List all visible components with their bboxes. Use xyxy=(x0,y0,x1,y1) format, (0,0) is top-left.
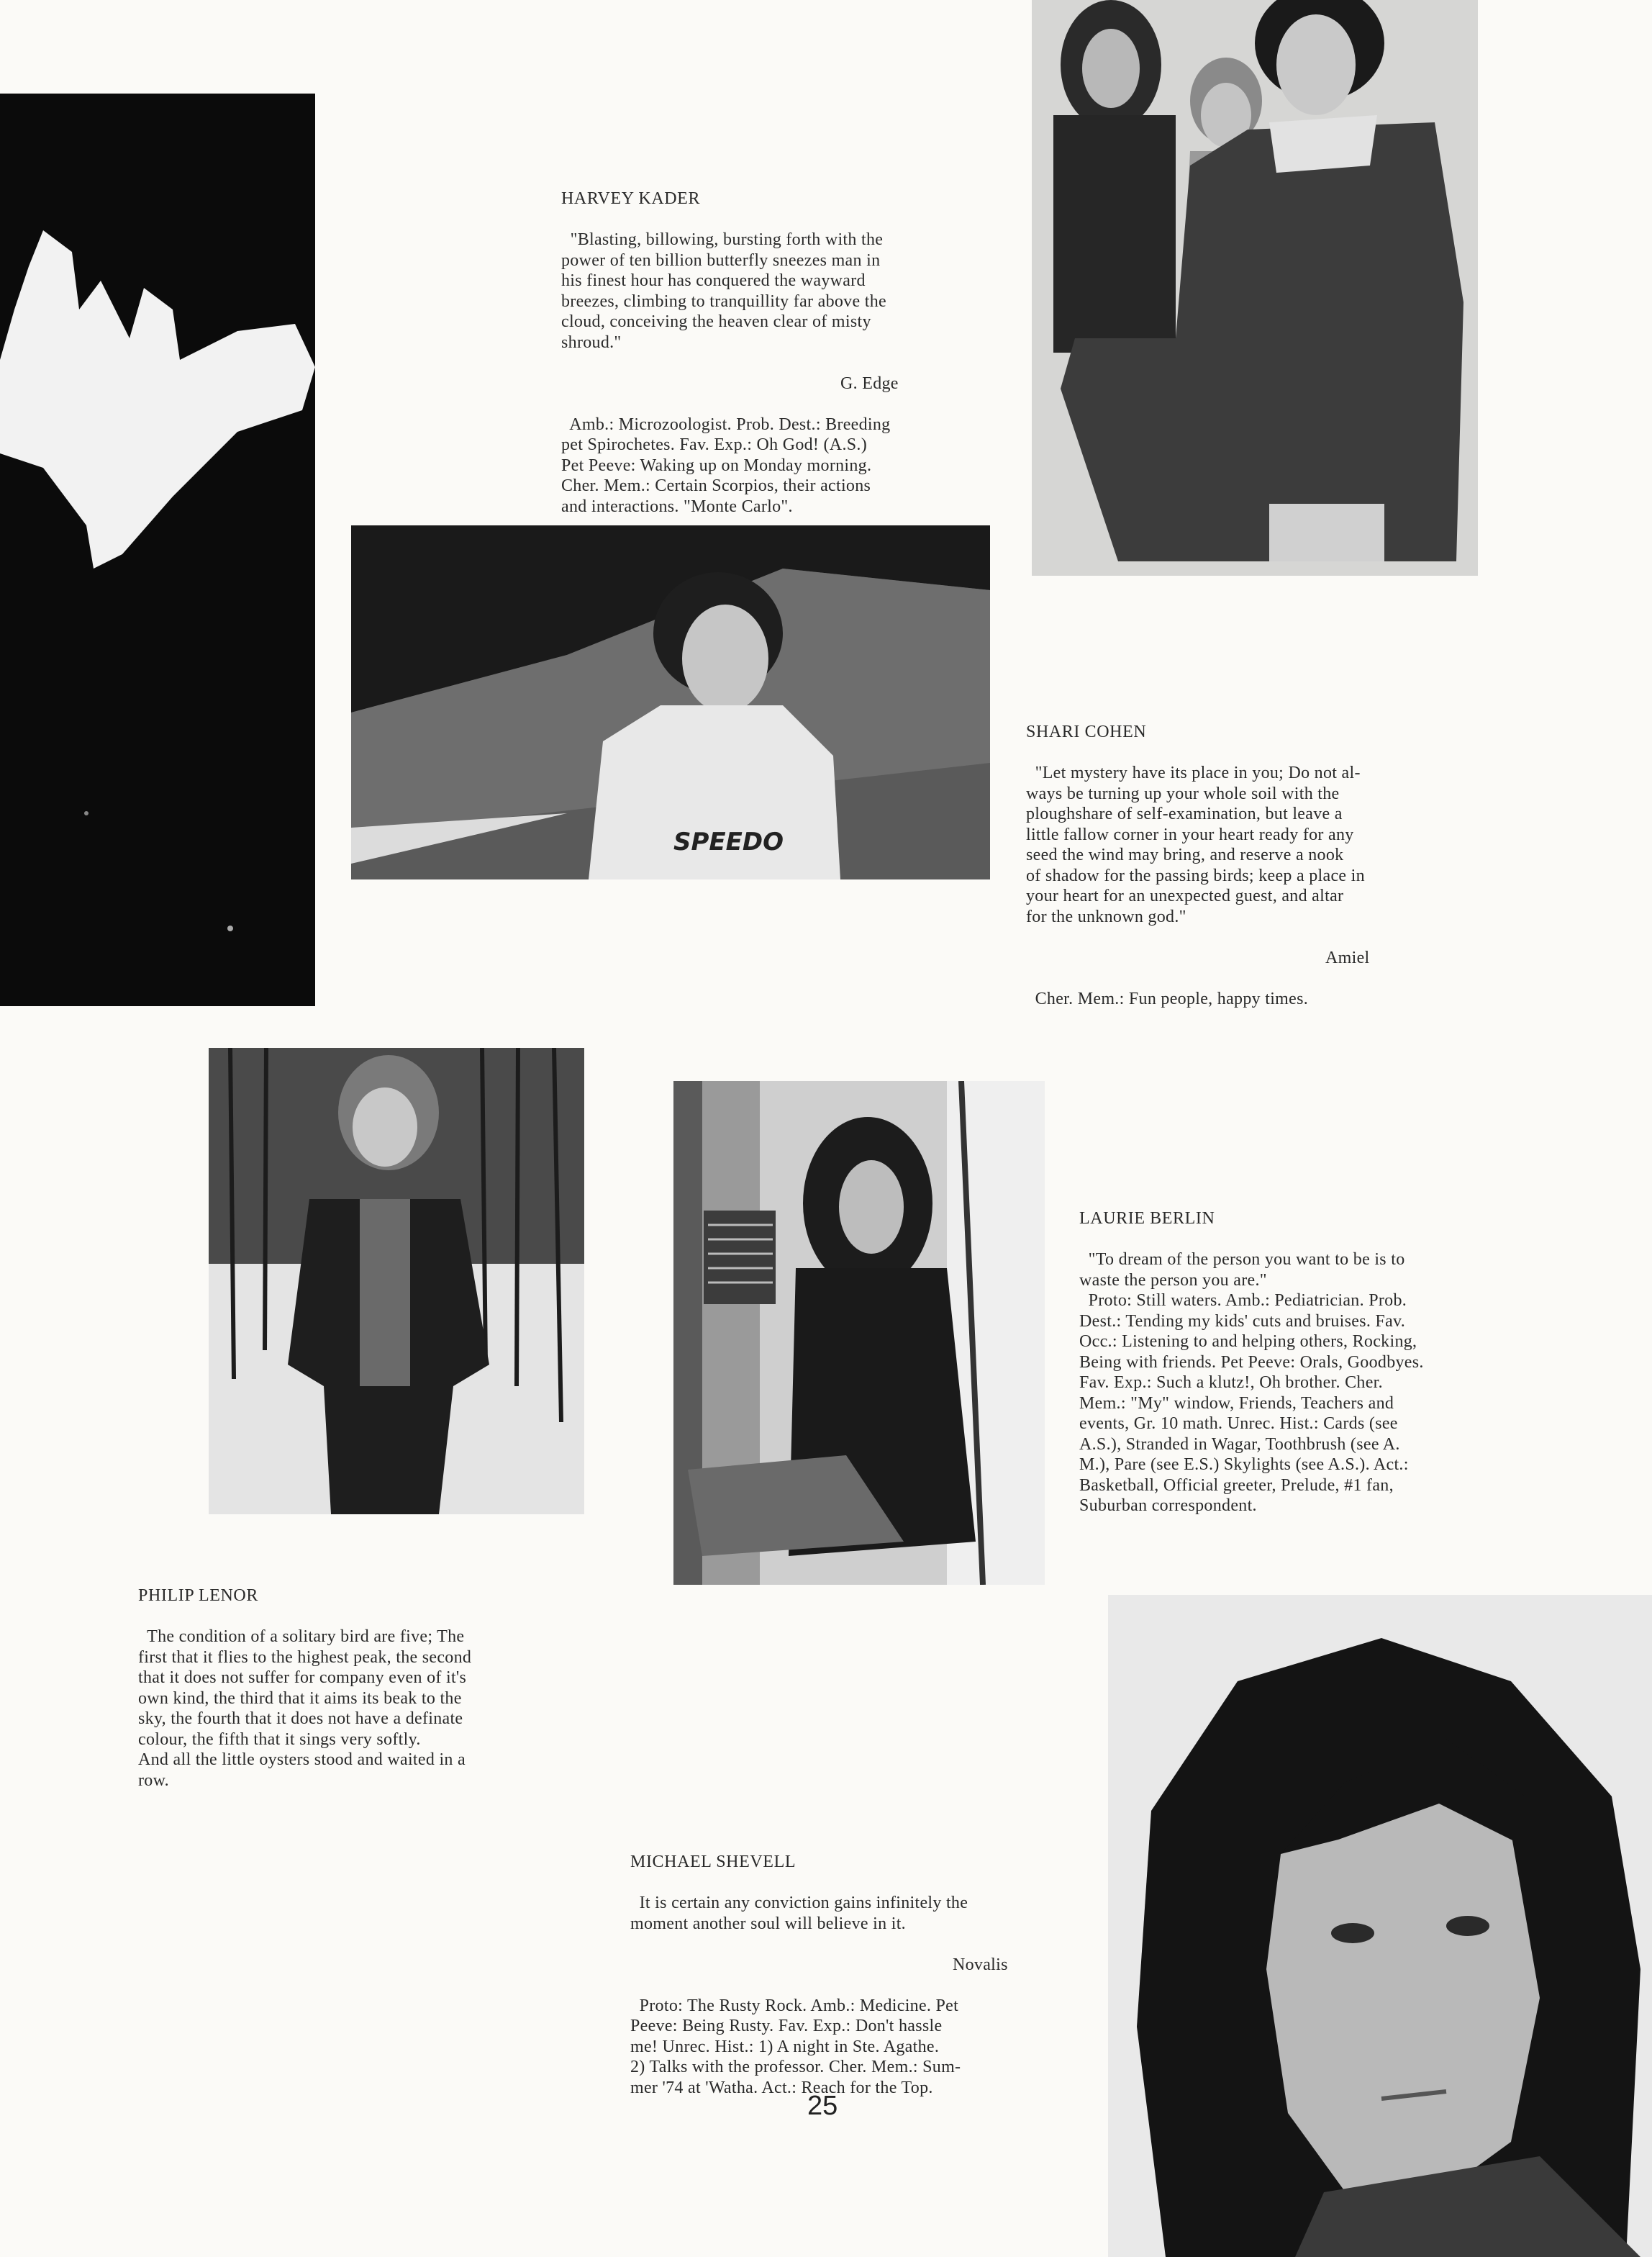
bio-quote: "Let mystery have its place in you; Do not al- ways be turning up your whole soil with the ploughshare of self-examination, but leave a little fallow corner in your heart ready for any seed the wind may bring, and reserve a nook of shadow for the passing birds; keep a place in your heart for an unexpected guest, and altar for the unknown god." xyxy=(1026,764,1365,926)
photo-philip-lenor xyxy=(209,1048,584,1514)
bio-harvey-kader xyxy=(561,148,899,517)
bio-name: SHARI COHEN xyxy=(1026,723,1147,741)
photo-harvey-coat-group xyxy=(1032,0,1478,576)
bio-details: Proto: The Rusty Rock. Amb.: Medicine. Pet Peeve: Being Rusty. Fav. Exp.: Don't hassle me! Unrec. Hist.: 1) A night in Ste. Agathe. 2) Talks with the professor. Cher. Mem.: Sum- mer '74 at 'Watha. Act.: Reach for the Top. xyxy=(630,1996,961,2097)
bio-attribution: Amiel xyxy=(1325,948,1370,967)
bio-michael-shevell xyxy=(630,1811,1008,2098)
bio-details: Proto: Still waters. Amb.: Pediatrician. Prob. Dest.: Tending my kids' cuts and bruises. Fav. Occ.: Listening to and helping others, Rocking, Being with friends. Pet Peeve: Orals, Goodbyes. Fav. Exp.: Such a klutz!, Oh brother. Cher. Mem.: "My" window, Friends, Teachers and events, Gr. 10 math. Unrec. Hist.: Cards (see A.S.), Stranded in Wagar, Toothbrush (see A. M.), Pare (see E.S.) Skylights (see A.S.). Act.: Basketball, Official greeter, Prelude, #1 fan, Suburban correspondent. xyxy=(1079,1291,1424,1515)
bio-quote: The condition of a solitary bird are five; The first that it flies to the highest peak, the second that it does not suffer for company even of it's own kind, the third that it aims its beak to the sky, the fourth that it does not have a definate colour, the fifth that it sings very softly. And all the little oysters stood and waited in a row. xyxy=(138,1627,472,1790)
bio-name: LAURIE BERLIN xyxy=(1079,1209,1215,1228)
bio-quote: "To dream of the person you want to be is to waste the person you are." xyxy=(1079,1250,1405,1290)
bio-name: HARVEY KADER xyxy=(561,189,701,208)
page-number: 25 xyxy=(807,2091,838,2121)
bio-details: Cher. Mem.: Fun people, happy times. xyxy=(1035,989,1309,1008)
bio-attribution: Novalis xyxy=(953,1955,1008,1974)
bio-quote: "Blasting, billowing, bursting forth with the power of ten billion butterfly sneezes man in his finest hour has conquered the wayward breezes, climbing to tranquillity far above the cloud, conceiving the heaven clear of misty shroud." xyxy=(561,230,886,352)
bio-laurie-berlin xyxy=(1079,1167,1424,1516)
bio-shari-cohen xyxy=(1026,681,1370,1009)
photo-hand-silhouette xyxy=(0,94,315,1006)
bio-attribution: G. Edge xyxy=(840,374,899,393)
photo-shirt-text: SPEEDO xyxy=(673,828,784,856)
bio-name: PHILIP LENOR xyxy=(138,1586,258,1605)
bio-details: Amb.: Microzoologist. Prob. Dest.: Breeding pet Spirochetes. Fav. Exp.: Oh God! (A.S.) Pet Peeve: Waking up on Monday morning. Cher. Mem.: Certain Scorpios, their actions and interactions. "Monte Carlo". xyxy=(561,415,891,516)
photo-michael-shevell xyxy=(1108,1595,1652,2257)
bio-name: MICHAEL SHEVELL xyxy=(630,1853,796,1871)
bio-philip-lenor xyxy=(138,1544,471,1791)
photo-shari-cohen xyxy=(351,525,990,879)
photo-laurie-berlin xyxy=(673,1081,1045,1585)
bio-quote: It is certain any conviction gains infinitely the moment another soul will believe in it. xyxy=(630,1894,968,1933)
